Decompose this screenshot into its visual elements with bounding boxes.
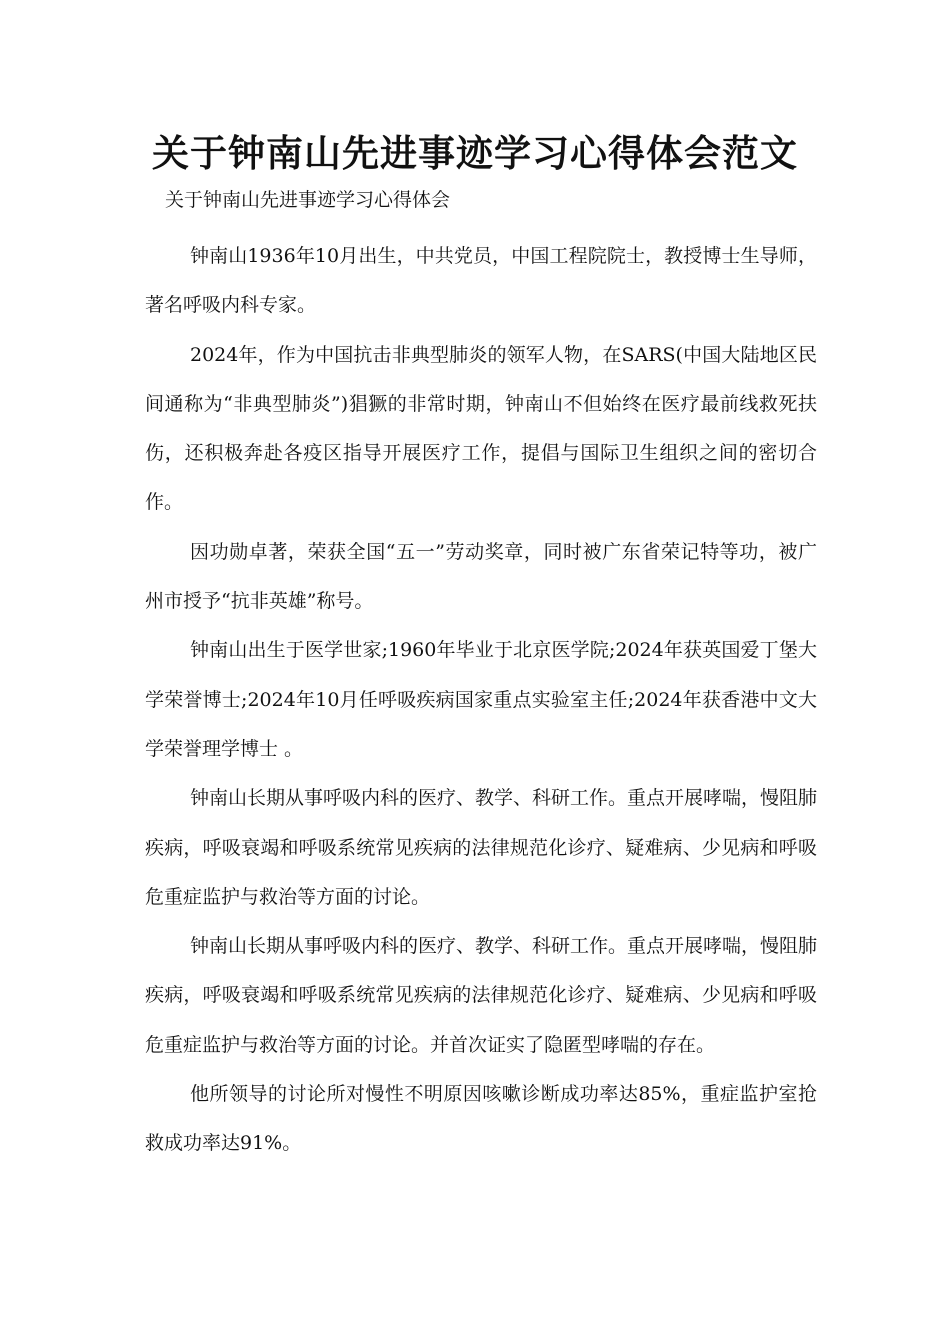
document-body (145, 232, 817, 1169)
document-title: 关于钟南山先进事迹学习心得体会范文 (152, 132, 798, 175)
paragraph-3: 因功勋卓著，荣获全国“五一”劳动奖章，同时被广东省荣记特等功，被广州市授予“抗非英雄”称号。 (145, 540, 817, 613)
document-subtitle: 关于钟南山先进事迹学习心得体会 (165, 189, 451, 211)
paragraph-2: 2024年，作为中国抗击非典型肺炎的领军人物，在SARS(中国大陆地区民间通称为“非典型肺炎”)猖獗的非常时期，钟南山不但始终在医疗最前线救死扶伤，还积极奔赴各疫区指导开展医疗工作，提倡与国际卫生组织之间的密切合作。 (145, 343, 817, 514)
paragraph-5: 钟南山长期从事呼吸内科的医疗、教学、科研工作。重点开展哮喘，慢阻肺疾病，呼吸衰竭和呼吸系统常见疾病的法律规范化诊疗、疑难病、少见病和呼吸危重症监护与救治等方面的讨论。 (145, 787, 818, 908)
paragraph-7: 他所领导的讨论所对慢性不明原因咳嗽诊断成功率达85%，重症监护室抢救成功率达91%。 (145, 1083, 817, 1155)
paragraph-1: 钟南山1936年10月出生，中共党员，中国工程院院士，教授博士生导师，著名呼吸内科专家。 (145, 245, 817, 317)
paragraph-6: 钟南山长期从事呼吸内科的医疗、教学、科研工作。重点开展哮喘，慢阻肺疾病，呼吸衰竭和呼吸系统常见疾病的法律规范化诊疗、疑难病、少见病和呼吸危重症监护与救治等方面的讨论。并首次证实了隐匿型哮喘的存在。 (145, 935, 818, 1056)
paragraph-4: 钟南山出生于医学世家;1960年毕业于北京医学院;2024年获英国爱丁堡大学荣誉博士;2024年10月任呼吸疾病国家重点实验室主任;2024年获香港中文大学荣誉理学博士 。 (145, 639, 817, 760)
